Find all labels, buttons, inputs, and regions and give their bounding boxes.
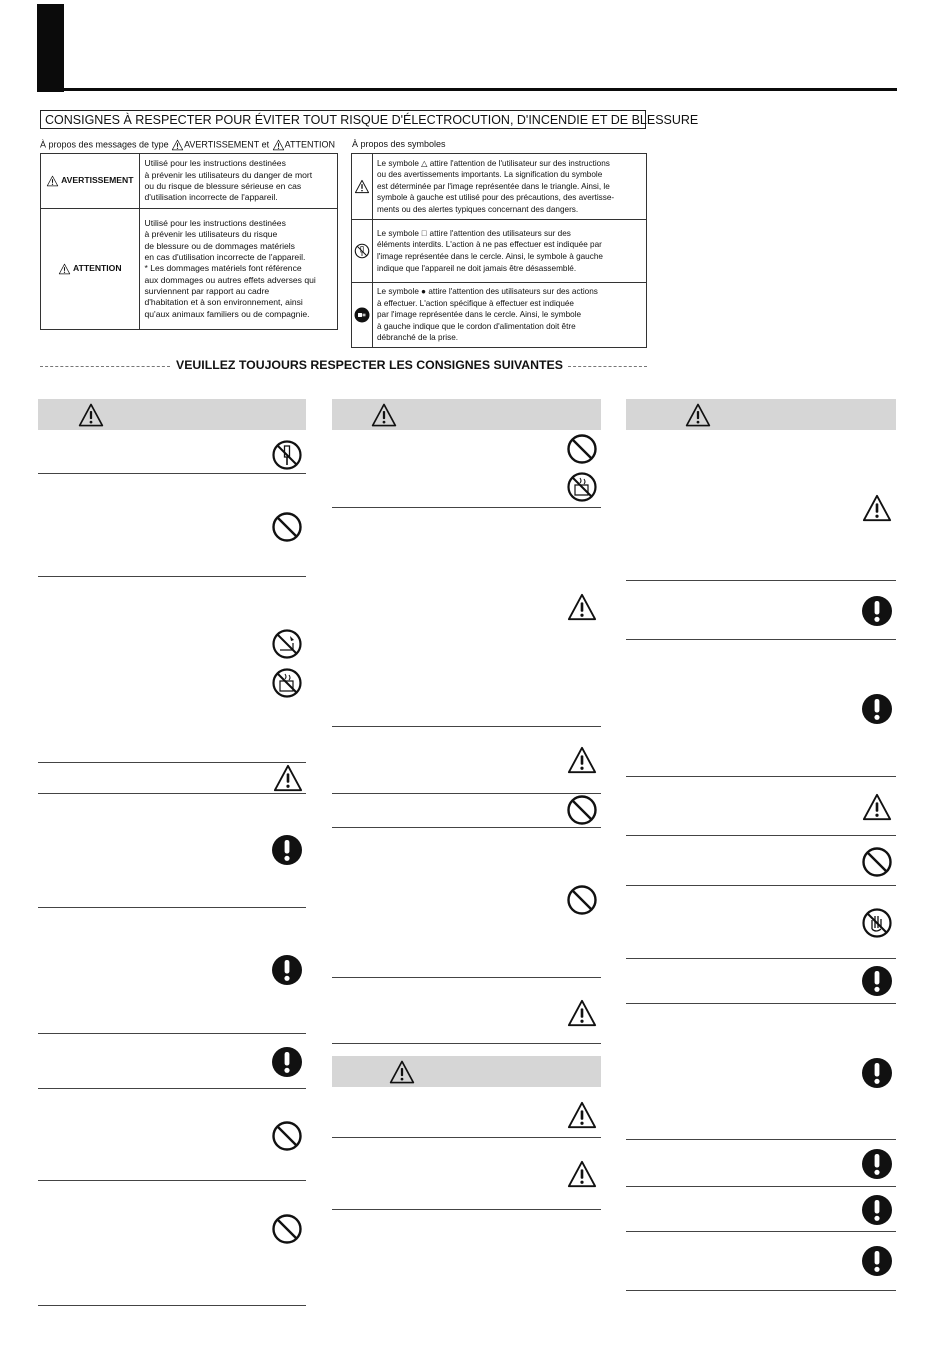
messages-row-avertissement	[41, 154, 338, 209]
warning-triangle-icon	[388, 1059, 416, 1085]
symbols-row-mandatory: Le symbole ● attire l'attention des utilisateurs sur des actions à effectuer. L'action spécifique à effectuer est indiquée par l'image représentée dans le cercle. Ainsi, le symbole à gauche indique que le cordon d'alimentation doit être débranché de la prise.	[352, 283, 647, 348]
caution-triangle-icon	[566, 745, 598, 775]
unplug-mandatory-icon	[354, 307, 370, 323]
col1-warning-header	[38, 399, 306, 430]
messages-label	[40, 139, 335, 151]
divider	[332, 726, 601, 727]
no-water-icon	[566, 471, 598, 503]
divider	[38, 1180, 306, 1181]
divider	[38, 1088, 306, 1089]
symbols-row-prohibition: Le symbole ⃠ attire l'attention des utilisateurs sur des éléments interdits. L'action à ne pas effectuer est indiquée par l'image représentée dans le cercle. Ainsi, le symbole à gauche indique que l'appareil ne doit jamais être désassemblé.	[352, 220, 647, 283]
banner-rule-right	[568, 366, 647, 367]
warning-triangle-icon	[272, 139, 285, 151]
banner-title: VEUILLEZ TOUJOURS RESPECTER LES CONSIGNES SUIVANTES	[176, 358, 563, 372]
divider	[626, 1290, 896, 1291]
mandatory-icon	[861, 693, 893, 725]
warning-triangle-icon	[370, 402, 398, 428]
def-avertissement: Utilisé pour les instructions destinées à prévenir les utilisateurs du danger de mort ou du risque de blessure sérieuse en cas d'utilisation incorrecte de l'appareil.	[139, 154, 338, 209]
caution-triangle-icon	[566, 998, 598, 1028]
divider	[38, 576, 306, 577]
divider	[626, 1231, 896, 1232]
no-touch-icon	[861, 907, 893, 939]
mandatory-icon	[861, 965, 893, 997]
divider	[38, 793, 306, 794]
messages-row-attention	[41, 209, 338, 330]
mandatory-icon	[271, 834, 303, 866]
page-title: CONSIGNES À RESPECTER POUR ÉVITER TOUT RISQUE D'ÉLECTROCUTION, D'INCENDIE ET DE BLESSURE	[40, 110, 646, 129]
prohibited-icon	[861, 846, 893, 878]
symbols-table	[351, 153, 647, 348]
no-disassemble-icon	[271, 439, 303, 471]
no-wet-place-icon	[271, 628, 303, 660]
divider	[626, 885, 896, 886]
prohibited-icon	[566, 884, 598, 916]
mandatory-icon	[861, 1148, 893, 1180]
divider	[332, 507, 601, 508]
divider	[332, 1043, 601, 1044]
col2-warning-header	[332, 399, 601, 430]
divider	[626, 835, 896, 836]
caution-triangle-icon	[861, 493, 893, 523]
divider	[38, 1033, 306, 1034]
warning-triangle-icon	[684, 402, 712, 428]
warning-triangle-icon	[46, 175, 59, 187]
banner-rule-left	[40, 366, 170, 367]
messages-label-attention: ATTENTION	[284, 139, 335, 150]
chapter-tab	[37, 4, 64, 92]
warning-triangle-icon	[354, 179, 370, 194]
divider	[626, 639, 896, 640]
divider	[38, 907, 306, 908]
messages-label-avertissement: AVERTISSEMENT et	[184, 139, 270, 150]
caution-triangle-icon	[566, 592, 598, 622]
mandatory-icon	[861, 1194, 893, 1226]
divider	[626, 776, 896, 777]
divider	[38, 1305, 306, 1306]
divider	[332, 1137, 601, 1138]
warning-triangle-icon	[58, 263, 71, 275]
mandatory-icon	[271, 1046, 303, 1078]
caution-triangle-icon	[566, 1100, 598, 1130]
prohibited-icon	[566, 433, 598, 465]
divider	[332, 1209, 601, 1210]
caution-triangle-icon	[566, 1159, 598, 1189]
mandatory-icon	[271, 954, 303, 986]
caution-triangle-icon	[861, 792, 893, 822]
messages-table	[40, 153, 338, 330]
symbols-row-warning: Le symbole △ attire l'attention de l'utilisateur sur des instructions ou des avertissements importants. La signification du symbole est déterminée par l'image représentée dans le triangle. Ainsi, le symbole à gauche est utilisé pour des précautions, des avertisse- ments ou des alertes typiques concernant des dangers.	[352, 154, 647, 220]
top-rule	[37, 88, 897, 91]
divider	[332, 977, 601, 978]
divider	[332, 827, 601, 828]
prohibited-icon	[271, 511, 303, 543]
no-water-icon	[271, 667, 303, 699]
prohibited-icon	[271, 1120, 303, 1152]
prohibited-icon	[566, 794, 598, 826]
divider	[626, 1003, 896, 1004]
mandatory-icon	[861, 595, 893, 627]
mandatory-icon	[861, 1245, 893, 1277]
col3-warning-header	[626, 399, 896, 430]
term-avertissement: AVERTISSEMENT	[61, 175, 134, 186]
col2-caution-header	[332, 1056, 601, 1087]
divider	[626, 580, 896, 581]
divider	[626, 1186, 896, 1187]
symbols-label: À propos des symboles	[352, 139, 446, 149]
divider	[626, 958, 896, 959]
warning-triangle-icon	[77, 402, 105, 428]
divider	[38, 473, 306, 474]
divider	[626, 1139, 896, 1140]
messages-label-prefix: À propos des messages de type	[40, 139, 169, 150]
divider	[38, 762, 306, 763]
prohibition-disassemble-icon	[354, 243, 370, 259]
mandatory-icon	[861, 1057, 893, 1089]
def-attention: Utilisé pour les instructions destinées à prévenir les utilisateurs du risque de blessure ou de dommages matériels en cas d'utilisation incorrecte de l'appareil. * Les dommages matériels font référence aux dommages ou autres effets adverses qui surviennent par rapport au cadre d'habitation et à son environnement, ainsi qu'aux animaux familiers ou de compagnie.	[139, 209, 338, 330]
term-attention: ATTENTION	[73, 263, 122, 274]
divider	[332, 793, 601, 794]
prohibited-icon	[271, 1213, 303, 1245]
caution-triangle-icon	[272, 763, 304, 793]
warning-triangle-icon	[171, 139, 184, 151]
